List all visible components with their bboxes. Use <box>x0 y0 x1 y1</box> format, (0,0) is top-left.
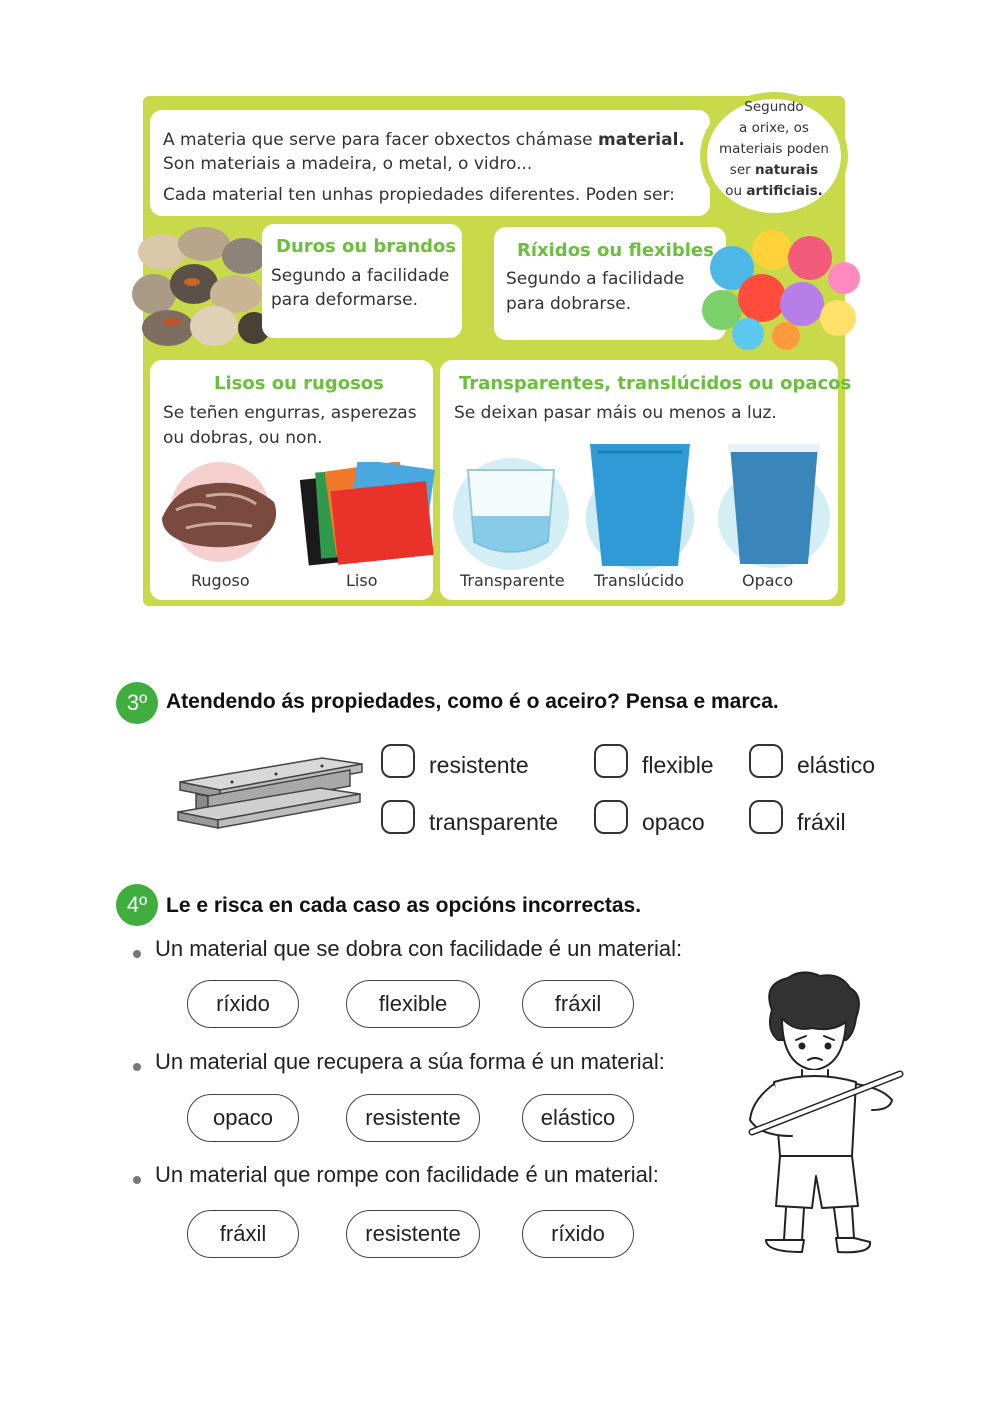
checkbox-transparente[interactable] <box>381 800 415 834</box>
statement-1: Un material que se dobra con facilidade é un material: <box>155 936 683 961</box>
bullet-1 <box>133 950 141 958</box>
rigid-flexible-line-2: para dobrarse. <box>506 294 632 314</box>
option-flexible: flexible <box>642 752 714 778</box>
option-elastico: elástico <box>797 752 875 778</box>
translucent-label: Translúcido <box>594 571 685 590</box>
bubble-line-4: ser naturais <box>729 162 819 178</box>
glass-translucent-image <box>584 442 696 572</box>
checkbox-fraxil[interactable] <box>749 800 783 834</box>
smooth-rough-line-2: ou dobras, ou non. <box>163 428 323 448</box>
intro-keyword: material. <box>598 130 685 150</box>
opaque-label: Opaco <box>742 571 794 590</box>
hard-soft-line-1: Segundo a facilidade <box>271 266 450 286</box>
pill-1-flexible[interactable]: flexible <box>346 980 480 1028</box>
transparency-line-1: Se deixan pasar máis ou menos a luz. <box>454 403 777 423</box>
pill-3-resistente[interactable]: resistente <box>346 1210 480 1258</box>
rigid-flexible-line-1: Segundo a facilidade <box>506 269 685 289</box>
pill-1-fraxil[interactable]: fráxil <box>522 980 634 1028</box>
bullet-3 <box>133 1176 141 1184</box>
steel-beam-image <box>172 748 368 832</box>
pill-2-resistente[interactable]: resistente <box>346 1094 480 1142</box>
checkbox-flexible[interactable] <box>594 744 628 778</box>
intro-line-3: Cada material ten unhas propiedades diferentes. Poden ser: <box>163 185 675 205</box>
pill-1-rixido[interactable]: ríxido <box>187 980 299 1028</box>
pompoms-image <box>698 228 862 352</box>
rough-rock-image <box>156 460 284 564</box>
intro-line-2: Son materiais a madeira, o metal, o vidro... <box>163 154 533 174</box>
pill-3-rixido[interactable]: ríxido <box>522 1210 634 1258</box>
pill-3-fraxil[interactable]: fráxil <box>187 1210 299 1258</box>
bubble-line-5: ou artificiais. <box>725 183 823 199</box>
option-fraxil: fráxil <box>797 809 846 835</box>
transparency-title: Transparentes, translúcidos ou opacos <box>459 373 852 394</box>
rough-label: Rugoso <box>191 571 250 590</box>
option-resistente: resistente <box>429 752 529 778</box>
option-transparente: transparente <box>429 809 559 835</box>
bubble-line-3: materiais poden <box>719 141 829 157</box>
checkbox-resistente[interactable] <box>381 744 415 778</box>
checkbox-elastico[interactable] <box>749 744 783 778</box>
cup-opaque-image <box>714 442 832 570</box>
hard-soft-line-2: para deformarse. <box>271 290 419 310</box>
smooth-rough-title: Lisos ou rugosos <box>214 373 384 394</box>
bubble-line-1: Segundo <box>744 99 804 115</box>
bullet-2 <box>133 1063 141 1071</box>
bubble-line-2: a orixe, os <box>739 120 809 136</box>
glass-transparent-image <box>452 456 570 572</box>
statement-3: Un material que rompe con facilidade é un material: <box>155 1162 659 1187</box>
boy-bending-bar-illustration <box>732 970 910 1260</box>
exercise-4-badge: 4º <box>116 884 158 926</box>
smooth-label: Liso <box>346 571 378 590</box>
exercise-4-question: Le e risca en cada caso as opcións incorrectas. <box>166 894 642 917</box>
rigid-flexible-title: Ríxidos ou flexibles <box>517 240 714 261</box>
stones-image <box>132 222 272 352</box>
pill-2-elastico[interactable]: elástico <box>522 1094 634 1142</box>
exercise-3-question: Atendendo ás propiedades, como é o aceiro? Pensa e marca. <box>166 690 779 713</box>
pill-2-opaco[interactable]: opaco <box>187 1094 299 1142</box>
statement-2: Un material que recupera a súa forma é un material: <box>155 1049 665 1074</box>
smooth-rough-line-1: Se teñen engurras, asperezas <box>163 403 417 423</box>
option-opaco: opaco <box>642 809 705 835</box>
intro-line-1: A materia que serve para facer obxectos chámase material. <box>163 130 685 150</box>
exercise-3-badge: 3º <box>116 682 158 724</box>
paper-sheets-image <box>300 462 436 566</box>
transparent-label: Transparente <box>460 571 565 590</box>
hard-soft-title: Duros ou brandos <box>276 236 457 257</box>
checkbox-opaco[interactable] <box>594 800 628 834</box>
